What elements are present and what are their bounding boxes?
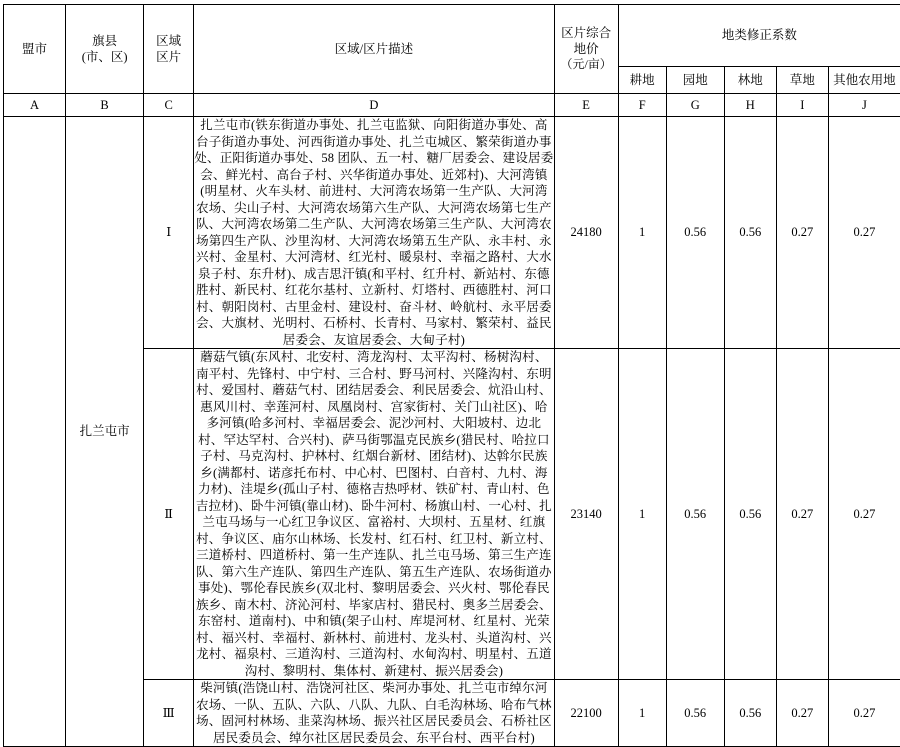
document-page — [0, 4, 900, 712]
cell-garden-2: 0.56 — [666, 349, 724, 680]
cell-price-3: 22100 — [554, 680, 618, 747]
cell-description-2: 蘑菇气镇(东风村、北安村、湾龙沟村、太平沟村、杨树沟村、南平村、先锋村、中宁村、三合村、野马河村、兴隆沟村、东明村、爱国村、蘑菇气村、团结居委会、利民居委会、炕沿山村、惠风川村、幸莲河村、凤凰岗村、宫家街村、关门山社区)、哈多河镇(哈多河村、幸福居委会、泥沙河村、大阳坡村、边北村、罕达罕村、合兴村)、萨马街鄂温克民族乡(猎民村、哈拉口子村、马克沟村、护林村、红烟台新材、团结材)、达斡尔民族乡(满都村、诺彦托布村、中心村、巴图村、白音村、九村、海力材)、洼堤乡(孤山子村、德格吉热呼材、铁矿村、青山村、色吉拉材)、卧牛河镇(靠山材)、卧牛河村、杨旗山村、一心村、扎兰屯马场与一心红卫争议区、富裕村、大坝村、五星材、红旗村、争议区、庙尔山林场、长发村、红石村、红卫村、新立村、三道桥村、四道桥村、第一生产连队、扎兰屯马场、第三生产连队、第六生产连队、第四生产连队、第五生产连队、农场街道办事处)、鄂伦春民族乡(双北村、黎明居委会、兴火村、鄂伦春民族乡、南木村、济沁河村、毕家店村、猎民村、奥多兰居委会、东窑村、道南村)、中和镇(架子山村、库堤河材、红星村、光荣村、福兴村、幸福村、新林村、前进村、龙头村、头道沟村、兴龙村、福泉村、三道沟村、三道沟村、水甸沟村、明星村、五道沟村、黎明村、集体村、新建村、振兴居委会) — [194, 349, 554, 680]
cell-price-1: 24180 — [554, 117, 618, 349]
table-letter-row — [4, 94, 900, 117]
header-col-b-line2: (市、区) — [66, 49, 143, 65]
letter-i: I — [776, 94, 828, 117]
cell-farmland-3: 1 — [618, 680, 666, 747]
header-col-j: 其他农用地 — [828, 67, 900, 94]
header-col-e-line2: 地价 — [555, 41, 618, 57]
cell-garden-3: 0.56 — [666, 680, 724, 747]
letter-f: F — [618, 94, 666, 117]
header-col-c — [144, 5, 194, 94]
header-col-f: 耕地 — [618, 67, 666, 94]
header-correction-coefficients: 地类修正系数 — [618, 5, 900, 67]
letter-h: H — [724, 94, 776, 117]
cell-other-2: 0.27 — [828, 349, 900, 680]
land-price-table — [3, 4, 900, 747]
letter-d: D — [194, 94, 554, 117]
table-row — [4, 117, 900, 349]
cell-description-3: 柴河镇(浩饶山村、浩饶河社区、柴河办事处、扎兰屯市绰尔河农场、一队、五队、六队、八队、九队、白毛沟林场、哈布气林场、固河村林场、韭菜沟林场、振兴社区居民委员会、石桥社区居民委员会、绰尔社区居民委员会、东平台村、西平台村) — [194, 680, 554, 747]
cell-zone-2: Ⅱ — [144, 349, 194, 680]
letter-c: C — [144, 94, 194, 117]
letter-g: G — [666, 94, 724, 117]
header-col-e — [554, 5, 618, 94]
cell-other-1: 0.27 — [828, 117, 900, 349]
header-col-c-line1: 区域 — [144, 33, 193, 49]
cell-price-2: 23140 — [554, 349, 618, 680]
cell-zone-1: Ⅰ — [144, 117, 194, 349]
letter-b: B — [66, 94, 144, 117]
cell-grass-3: 0.27 — [776, 680, 828, 747]
letter-j: J — [828, 94, 900, 117]
header-col-e-line1: 区片综合 — [555, 25, 618, 41]
cell-grass-1: 0.27 — [776, 117, 828, 349]
header-col-b-line1: 旗县 — [66, 33, 143, 49]
cell-forest-1: 0.56 — [724, 117, 776, 349]
cell-grass-2: 0.27 — [776, 349, 828, 680]
cell-farmland-1: 1 — [618, 117, 666, 349]
cell-other-3: 0.27 — [828, 680, 900, 747]
cell-zone-3: Ⅲ — [144, 680, 194, 747]
cell-garden-1: 0.56 — [666, 117, 724, 349]
table-header-row — [4, 5, 900, 67]
header-col-i: 草地 — [776, 67, 828, 94]
header-col-c-line2: 区片 — [144, 49, 193, 65]
header-col-b — [66, 5, 144, 94]
cell-league-city — [4, 117, 66, 747]
header-col-h: 林地 — [724, 67, 776, 94]
cell-forest-3: 0.56 — [724, 680, 776, 747]
header-col-a: 盟市 — [4, 5, 66, 94]
cell-farmland-2: 1 — [618, 349, 666, 680]
header-col-g: 园地 — [666, 67, 724, 94]
letter-e: E — [554, 94, 618, 117]
cell-description-1: 扎兰屯市(铁东街道办事处、扎兰屯监狱、向阳街道办事处、高台子街道办事处、河西街道办事处、扎兰屯城区、繁荣街道办事处、正阳街道办事处、58 团队、五一村、糖厂居委会、建设居委会、鲜光村、高台子村、兴华街道办事处、近郊村)、大河湾镇(明星材、火车头材、前进村、大河湾农场第一生产队、大河湾农场、尖山子村、大河湾农场第六生产队、大河湾农场第七生产队、大河湾农场第二生产队、大河湾农场第三生产队、大河湾农场第四生产队、沙里沟材、大河湾农场第五生产队、永丰村、永兴村、金星村、大河湾材、红光村、暖泉村、幸福之路村、大水泉子村、东升材)、成吉思汗镇(和平村、红升村、新站村、东德胜村、新民村、红花尔基村、立新村、灯塔村、西德胜村、河口村、朝阳岗村、古里金村、建设村、奋斗材、岭航村、永平居委会、大旗材、光明村、石桥村、长青村、马家村、繁荣村、益民居委会、友谊居委会、大甸子村) — [194, 117, 554, 349]
letter-a: A — [4, 94, 66, 117]
cell-county-city: 扎兰屯市 — [66, 117, 144, 747]
header-col-e-line3: （元/亩） — [555, 57, 618, 73]
header-col-d: 区域/区片描述 — [194, 5, 554, 94]
cell-forest-2: 0.56 — [724, 349, 776, 680]
